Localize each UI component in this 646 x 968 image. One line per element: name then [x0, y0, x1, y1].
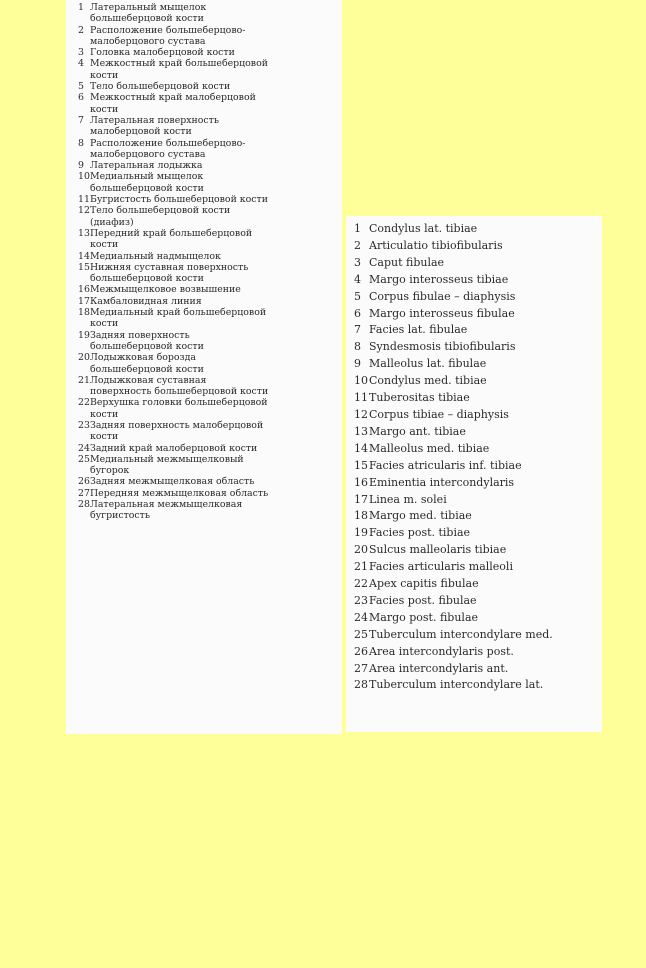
- latin-legend-item-number: 19: [354, 526, 368, 540]
- russian-legend-item-number: 6: [78, 92, 84, 104]
- latin-legend-item-number: 17: [354, 492, 368, 506]
- latin-legend-item-label: Condylus lat. tibiae: [369, 222, 478, 235]
- russian-legend-item: [78, 81, 342, 92]
- russian-legend-item-number: 22: [78, 397, 90, 409]
- russian-legend-item: [78, 194, 342, 205]
- latin-legend-item: [354, 390, 602, 407]
- russian-legend-item-label: Передний край большеберцовой кости: [90, 227, 253, 251]
- russian-legend-item: [78, 47, 342, 58]
- latin-legend-item-number: 11: [354, 391, 368, 405]
- russian-legend-item-number: 11: [78, 194, 90, 206]
- russian-legend-item-label: Камбаловидная линия: [90, 295, 202, 307]
- latin-legend-item-number: 1: [354, 222, 361, 235]
- latin-legend-item-label: Apex capitis fibulae: [369, 577, 479, 591]
- russian-legend-list: [78, 2, 342, 522]
- russian-legend-item: [78, 205, 342, 228]
- latin-legend-item-label: Corpus tibiae – diaphysis: [369, 407, 509, 421]
- russian-legend-item-label: Бугристость большеберцовой кости: [90, 194, 268, 206]
- russian-legend-item: [78, 228, 342, 251]
- russian-legend-item-number: 7: [78, 114, 84, 126]
- latin-legend-item-label: Margo post. fibulae: [369, 610, 479, 624]
- latin-legend-item-label: Syndesmosis tibiofibularis: [369, 340, 516, 354]
- russian-legend-item: [78, 330, 342, 353]
- latin-legend-item-label: Corpus fibulae – diaphysis: [369, 289, 516, 303]
- russian-legend-item-label: Расположение большеберцово- малоберцового сустава: [90, 137, 246, 160]
- russian-legend-item-number: 1: [78, 2, 84, 13]
- russian-legend-item-label: Задняя поверхность большеберцовой кости: [90, 329, 204, 352]
- latin-legend-item: [354, 593, 602, 610]
- latin-legend-item-label: Condylus med. tibiae: [369, 374, 487, 388]
- latin-legend-item: [354, 508, 602, 525]
- russian-legend-item: [78, 499, 342, 522]
- latin-legend-item-label: Linea m. solei: [369, 492, 447, 506]
- latin-legend-item: [354, 356, 602, 373]
- latin-legend-item: [354, 644, 602, 661]
- russian-legend-item: [78, 262, 342, 285]
- russian-legend-item: [78, 307, 342, 330]
- russian-legend-item-number: 24: [78, 442, 90, 454]
- russian-legend-item-label: Лодыжковая суставная поверхность большеберцовой кости: [90, 374, 269, 398]
- latin-legend-item: [354, 492, 602, 509]
- latin-legend-item-label: Malleolus lat. fibulae: [369, 357, 487, 371]
- latin-legend-item: [354, 339, 602, 356]
- russian-legend-item-label: Головка малоберцовой кости: [90, 47, 235, 59]
- russian-legend-item-number: 8: [78, 137, 84, 149]
- latin-legend-item-label: Margo med. tibiae: [369, 509, 472, 523]
- russian-legend-item-number: 19: [78, 329, 90, 341]
- latin-legend-item-label: Margo ant. tibiae: [369, 424, 466, 438]
- latin-legend-item-number: 10: [354, 374, 368, 388]
- russian-legend-item-label: Медиальный межмыщелковый бугорок: [90, 453, 244, 477]
- latin-legend-item-number: 24: [354, 610, 368, 624]
- latin-legend-item-number: 13: [354, 424, 368, 438]
- latin-legend-item-label: Facies post. tibiae: [369, 526, 471, 540]
- russian-legend-item: [78, 375, 342, 398]
- russian-legend-item-label: Медиальный мыщелок большеберцовой кости: [90, 171, 204, 194]
- russian-legend-item: [78, 138, 342, 161]
- latin-legend-item-label: Facies lat. fibulae: [369, 323, 468, 337]
- russian-legend-item-label: Межкостный край малоберцовой кости: [90, 92, 256, 115]
- russian-legend-item-label: Нижняя суставная поверхность большеберцовой кости: [90, 261, 249, 285]
- latin-legend-item-label: Tuberculum intercondylare med.: [369, 627, 553, 641]
- russian-legend-item-label: Верхушка головки большеберцовой кости: [90, 397, 268, 420]
- latin-legend-item-number: 21: [354, 560, 368, 574]
- russian-legend-item-number: 10: [78, 171, 90, 183]
- russian-legend-item-number: 25: [78, 453, 90, 465]
- russian-legend-item-number: 3: [78, 47, 84, 59]
- russian-legend-item-label: Медиальный край большеберцовой кости: [90, 307, 267, 330]
- latin-legend-item-label: Facies articularis malleoli: [369, 560, 513, 574]
- latin-legend-item-label: Tuberculum intercondylare lat.: [369, 678, 544, 692]
- latin-legend-item-number: 25: [354, 627, 368, 641]
- russian-legend-item-number: 23: [78, 419, 90, 431]
- russian-legend-item: [78, 488, 342, 499]
- latin-legend-item: [354, 677, 602, 694]
- latin-legend-item-number: 22: [354, 577, 368, 591]
- latin-legend-item-number: 27: [354, 661, 368, 675]
- latin-legend-item-number: 15: [354, 458, 368, 472]
- latin-legend-item-label: Sulcus malleolaris tibiae: [369, 543, 507, 557]
- russian-legend-item-label: Задний край малоберцовой кости: [90, 442, 258, 454]
- russian-legend-item-number: 17: [78, 295, 90, 307]
- russian-legend-item-number: 5: [78, 81, 84, 93]
- latin-legend-item-number: 14: [354, 441, 368, 455]
- russian-legend-item-number: 4: [78, 58, 84, 70]
- latin-legend-item-number: 26: [354, 644, 368, 658]
- russian-legend-item-label: Расположение большеберцово- малоберцового сустава: [90, 24, 246, 47]
- russian-legend-item-label: Межмыщелковое возвышение: [90, 284, 241, 296]
- russian-legend-item-label: Задняя поверхность малоберцовой кости: [90, 419, 264, 443]
- russian-legend-item: [78, 476, 342, 487]
- latin-legend-item-number: 8: [354, 340, 361, 354]
- russian-legend-item-number: 15: [78, 261, 90, 273]
- latin-legend-item-number: 23: [354, 593, 368, 607]
- russian-legend-item-label: Латеральная лодыжка: [90, 160, 203, 172]
- russian-legend-item-label: Лодыжковая борозда большеберцовой кости: [90, 352, 204, 375]
- latin-legend-item: [354, 407, 602, 424]
- russian-legend-item-number: 20: [78, 352, 90, 364]
- latin-legend-item-number: 5: [354, 289, 361, 303]
- russian-legend-item-label: Тело большеберцовой кости: [90, 81, 231, 93]
- russian-legend-item: [78, 25, 342, 48]
- latin-legend-item-label: Facies atricularis inf. tibiae: [369, 458, 522, 472]
- russian-legend-item-label: Задняя межмыщелковая область: [90, 476, 255, 488]
- russian-legend-item: [78, 92, 342, 115]
- latin-legend-item: [354, 559, 602, 576]
- latin-legend-item-label: Facies post. fibulae: [369, 593, 477, 607]
- latin-legend-item-number: 28: [354, 678, 368, 692]
- latin-legend-item-label: Margo interosseus tibiae: [369, 272, 509, 286]
- latin-legend-item-number: 12: [354, 407, 368, 421]
- russian-legend-item: [78, 58, 342, 81]
- latin-legend-item: [354, 542, 602, 559]
- russian-legend-item: [78, 2, 342, 25]
- latin-legend-item: [354, 475, 602, 492]
- latin-legend-item-label: Malleolus med. tibiae: [369, 441, 490, 455]
- russian-legend-item: [78, 454, 342, 477]
- latin-legend-item: [354, 221, 602, 238]
- russian-legend-item-number: 26: [78, 476, 90, 488]
- latin-legend-item: [354, 272, 602, 289]
- latin-legend-item: [354, 661, 602, 678]
- russian-legend-item-number: 14: [78, 250, 90, 262]
- russian-legend-item-number: 2: [78, 24, 84, 36]
- russian-legend-item-number: 16: [78, 284, 90, 296]
- latin-legend-item-label: Area intercondylaris ant.: [369, 661, 509, 675]
- russian-legend-item-label: Латеральная поверхность малоберцовой кости: [90, 114, 219, 138]
- latin-legend-item-label: Caput fibulae: [369, 255, 445, 269]
- latin-legend-item-number: 3: [354, 255, 361, 269]
- latin-legend-item-number: 4: [354, 272, 361, 286]
- russian-legend-item-number: 18: [78, 307, 90, 319]
- russian-legend-item-label: Медиальный надмыщелок: [90, 250, 221, 262]
- russian-legend-item-label: Межкостный край большеберцовой кости: [90, 58, 268, 81]
- russian-legend-item-label: Латеральный мыщелок большеберцовой кости: [90, 2, 207, 25]
- latin-legend-item: [354, 576, 602, 593]
- latin-legend-item: [354, 289, 602, 306]
- latin-legend-item: [354, 525, 602, 542]
- latin-legend-panel: [346, 216, 602, 732]
- latin-legend-item: [354, 255, 602, 272]
- latin-legend-item-number: 9: [354, 357, 361, 371]
- latin-legend-item: [354, 238, 602, 255]
- latin-legend-item-label: Area intercondylaris post.: [369, 644, 514, 658]
- latin-legend-item-label: Margo interosseus fibulae: [369, 306, 515, 320]
- latin-legend-item: [354, 441, 602, 458]
- latin-legend-item-number: 18: [354, 509, 368, 523]
- russian-legend-item-label: Передняя межмыщелковая область: [90, 487, 269, 499]
- latin-legend-item: [354, 458, 602, 475]
- latin-legend-item-number: 7: [354, 323, 361, 337]
- russian-legend-item: [78, 420, 342, 443]
- russian-legend-item-number: 9: [78, 160, 84, 172]
- latin-legend-item: [354, 424, 602, 441]
- latin-legend-item: [354, 306, 602, 323]
- russian-legend-item: [78, 284, 342, 295]
- latin-legend-item: [354, 322, 602, 339]
- russian-legend-panel: [66, 0, 342, 734]
- russian-legend-item: [78, 171, 342, 194]
- latin-legend-item-number: 2: [354, 238, 361, 252]
- russian-legend-item: [78, 296, 342, 307]
- russian-legend-item: [78, 397, 342, 420]
- latin-legend-item: [354, 627, 602, 644]
- latin-legend-item-label: Articulatio tibiofibularis: [369, 238, 503, 252]
- latin-legend-item-number: 6: [354, 306, 361, 320]
- russian-legend-item-number: 13: [78, 227, 90, 239]
- russian-legend-item-label: Тело большеберцовой кости (диафиз): [90, 205, 231, 228]
- russian-legend-item-number: 21: [78, 374, 90, 386]
- latin-legend-item-number: 16: [354, 475, 368, 489]
- russian-legend-item: [78, 251, 342, 262]
- russian-legend-item-number: 27: [78, 487, 90, 499]
- russian-legend-item: [78, 352, 342, 375]
- latin-legend-list: [354, 221, 602, 694]
- russian-legend-item: [78, 115, 342, 138]
- russian-legend-item: [78, 443, 342, 454]
- latin-legend-item-number: 20: [354, 543, 368, 557]
- russian-legend-item: [78, 160, 342, 171]
- russian-legend-item-number: 28: [78, 499, 90, 511]
- russian-legend-item-number: 12: [78, 205, 90, 217]
- latin-legend-item-label: Tuberositas tibiae: [369, 391, 470, 405]
- russian-legend-item-label: Латеральная межмыщелковая бугристость: [90, 499, 243, 522]
- latin-legend-item: [354, 610, 602, 627]
- latin-legend-item: [354, 373, 602, 390]
- latin-legend-item-label: Eminentia intercondylaris: [369, 475, 515, 489]
